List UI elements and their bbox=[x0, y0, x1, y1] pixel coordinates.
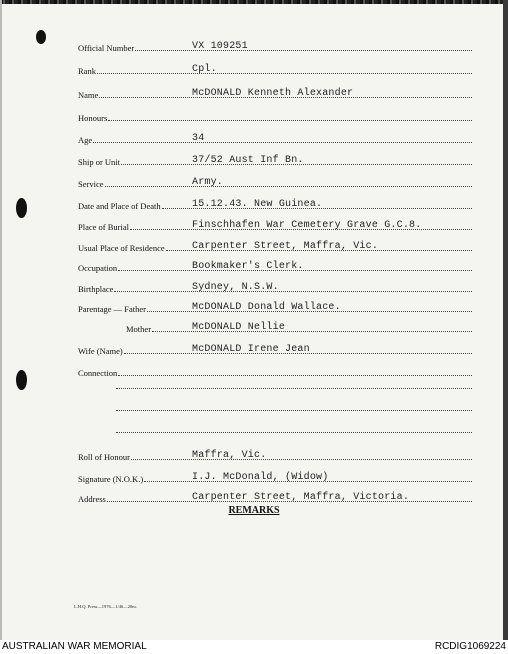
field-label: Parentage — Father bbox=[78, 304, 146, 314]
punch-hole-lower bbox=[16, 370, 27, 390]
field-label: Address bbox=[78, 494, 106, 504]
footer-archive-name: AUSTRALIAN WAR MEMORIAL bbox=[2, 641, 147, 652]
field-value: Carpenter Street, Maffra, Victoria. bbox=[192, 492, 410, 503]
field-value: 34 bbox=[192, 133, 205, 144]
connection-line-3 bbox=[116, 410, 472, 411]
field-value: Carpenter Street, Maffra, Vic. bbox=[192, 241, 379, 252]
field-value: 15.12.43. New Guinea. bbox=[192, 199, 323, 210]
field-label: Occupation bbox=[78, 263, 118, 273]
field-label: Connection bbox=[78, 368, 118, 378]
field-label: Place of Burial bbox=[78, 222, 129, 232]
field-dotted-line bbox=[131, 459, 472, 460]
field-dotted-line bbox=[135, 50, 472, 51]
field-label: Official Number bbox=[78, 43, 135, 53]
field-value: I.J. McDonald, (Widow) bbox=[192, 472, 329, 483]
field-value: Cpl. bbox=[192, 64, 217, 75]
field-dotted-line bbox=[93, 142, 472, 143]
field-label: Name bbox=[78, 90, 99, 100]
field-label: Service bbox=[78, 179, 104, 189]
field-dotted-line bbox=[114, 291, 472, 292]
field-dotted-line bbox=[97, 73, 472, 74]
field-label: Roll of Honour bbox=[78, 452, 130, 462]
remarks-heading: REMARKS bbox=[228, 505, 280, 516]
footer-record-id: RCDIG1069224 bbox=[434, 641, 506, 652]
archive-footer bbox=[0, 640, 508, 654]
field-label: Ship or Unit bbox=[78, 157, 121, 167]
field-label: Signature (N.O.K.) bbox=[78, 474, 144, 484]
field-value: Maffra, Vic. bbox=[192, 450, 267, 461]
printer-imprint: L.H.Q. Press—1976—1/46—20m. bbox=[74, 604, 137, 609]
field-value: Bookmaker's Clerk. bbox=[192, 261, 304, 272]
field-value: VX 109251 bbox=[192, 41, 248, 52]
field-label: Mother bbox=[126, 324, 152, 334]
field-label: Rank bbox=[78, 66, 96, 76]
scan-top-edge bbox=[0, 0, 508, 4]
field-value: McDONALD Kenneth Alexander bbox=[192, 88, 354, 99]
field-value: McDONALD Donald Wallace. bbox=[192, 302, 341, 313]
field-dotted-line bbox=[118, 375, 472, 376]
field-value: Army. bbox=[192, 177, 224, 188]
punch-hole-middle bbox=[16, 198, 27, 218]
scan-right-edge bbox=[503, 0, 508, 640]
field-value: McDONALD Irene Jean bbox=[192, 344, 310, 355]
field-label: Age bbox=[78, 135, 93, 145]
field-label: Wife (Name) bbox=[78, 346, 123, 356]
field-value: Finschhafen War Cemetery Grave G.C.8. bbox=[192, 220, 422, 231]
field-label: Date and Place of Death bbox=[78, 201, 161, 211]
field-value: Sydney, N.S.W. bbox=[192, 282, 279, 293]
connection-line-2 bbox=[116, 388, 472, 389]
field-label: Honours bbox=[78, 113, 108, 123]
field-value: McDONALD Nellie bbox=[192, 322, 286, 333]
field-dotted-line bbox=[105, 186, 472, 187]
field-dotted-line bbox=[108, 120, 472, 121]
field-value: 37/52 Aust Inf Bn. bbox=[192, 155, 304, 166]
scan-left-edge bbox=[0, 0, 2, 640]
field-label: Birthplace bbox=[78, 284, 114, 294]
connection-line-4 bbox=[116, 432, 472, 433]
punch-hole-top bbox=[36, 30, 46, 44]
field-label: Usual Place of Residence bbox=[78, 243, 165, 253]
